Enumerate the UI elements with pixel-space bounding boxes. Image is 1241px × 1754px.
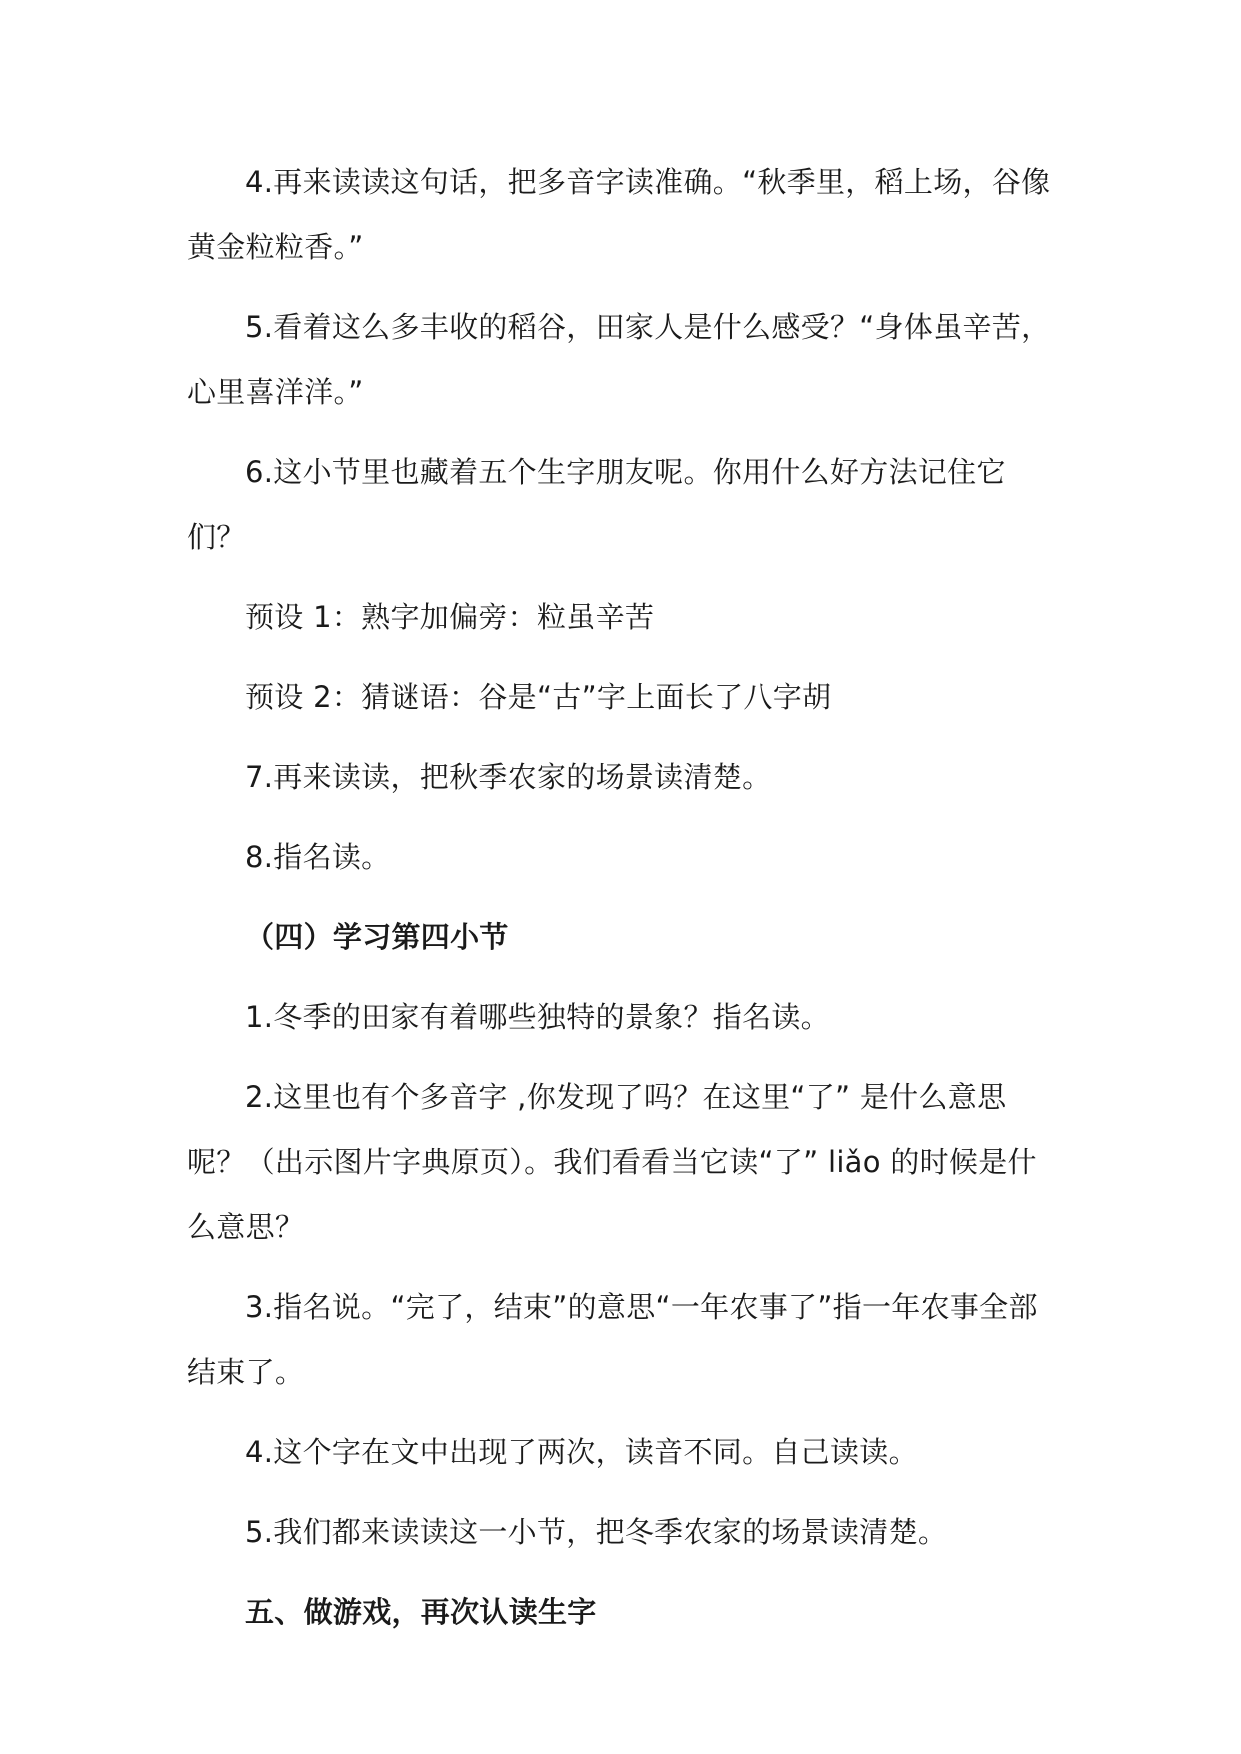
paragraph-preset-2: 预设 2：猜谜语：谷是“古”字上面长了八字胡 xyxy=(245,680,832,714)
paragraph-item-4-two-readings: 4.这个字在文中出现了两次，读音不同。自己读读。 xyxy=(245,1435,918,1469)
paragraph-preset-1: 预设 1：熟字加偏旁：粒虽辛苦 xyxy=(245,600,655,634)
section-heading-five-game: 五、做游戏，再次认读生字 xyxy=(245,1595,597,1629)
paragraph-item-3-meaning: 3.指名说。“完了，结束”的意思“一年农事了”指一年农事全部结束了。 xyxy=(187,1290,1038,1389)
paragraph-item-7-reread: 7.再来读读，把秋季农家的场景读清楚。 xyxy=(245,760,772,794)
paragraph-item-1-winter-scene: 1.冬季的田家有着哪些独特的景象？指名读。 xyxy=(245,1000,830,1034)
paragraph-item-8-name-reading: 8.指名读。 xyxy=(245,840,391,874)
paragraph-item-4-reread-sentence: 4.再来读读这句话，把多音字读准确。“秋季里，稻上场，谷像黄金粒粒香。” xyxy=(187,165,1051,264)
paragraph-item-5-harvest-feeling: 5.看着这么多丰收的稻谷，田家人是什么感受？“身体虽辛苦，心里喜洋洋。” xyxy=(187,310,1051,409)
paragraph-item-2-polyphonic: 2.这里也有个多音字 ,你发现了吗？在这里“了” 是什么意思呢？（出示图片字典原页）。我们看看当它读“了” liǎo 的时候是什么意思？ xyxy=(187,1080,1037,1244)
paragraph-item-6-new-characters: 6.这小节里也藏着五个生字朋友呢。你用什么好方法记住它们？ xyxy=(187,455,1006,554)
section-heading-part-four: （四）学习第四小节 xyxy=(245,920,509,954)
paragraph-item-5-read-section: 5.我们都来读读这一小节，把冬季农家的场景读清楚。 xyxy=(245,1515,948,1549)
document-page xyxy=(187,150,1057,1660)
